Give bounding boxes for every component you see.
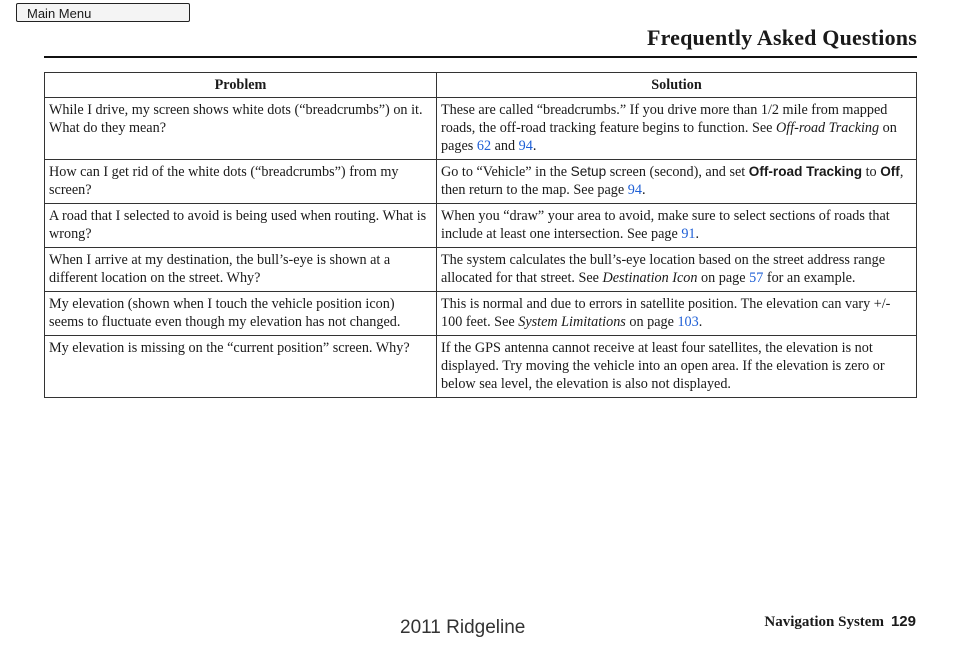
solution-text: on page <box>697 270 750 286</box>
page-link-57[interactable]: 57 <box>749 270 764 286</box>
header-solution: Solution <box>437 73 917 98</box>
problem-cell: A road that I selected to avoid is being used when routing. What is wrong? <box>45 204 437 248</box>
solution-text: on page <box>625 314 678 330</box>
table-row <box>45 98 917 160</box>
solution-text: to <box>862 164 881 180</box>
page-link-91[interactable]: 91 <box>681 226 696 242</box>
offroad-tracking-label: Off-road Tracking <box>748 164 863 179</box>
page-footer <box>764 613 916 631</box>
solution-text: screen (second), and set <box>606 164 749 180</box>
solution-cell <box>437 204 917 248</box>
solution-cell <box>437 98 917 160</box>
problem-cell: While I drive, my screen shows white dots (“breadcrumbs”) on it. What do they mean? <box>45 98 437 160</box>
solution-text: . <box>532 138 537 154</box>
table-row <box>45 160 917 204</box>
off-label: Off <box>880 164 900 179</box>
solution-text: When you “draw” your area to avoid, make sure to select sections of roads that include at least one intersection. See page <box>441 208 890 242</box>
solution-text: . <box>641 182 646 198</box>
solution-cell <box>437 336 917 398</box>
page-number: 129 <box>890 613 916 630</box>
solution-text: This is normal and due to errors in satellite position. The elevation can vary +/- 100 feet. See <box>441 296 891 330</box>
setup-screen-label: Setup <box>570 164 607 179</box>
solution-text: The system calculates the bull’s-eye location based on the street address range allocated for that street. See <box>441 252 885 286</box>
table-row <box>45 292 917 336</box>
table-row <box>45 248 917 292</box>
problem-cell: How can I get rid of the white dots (“breadcrumbs”) from my screen? <box>45 160 437 204</box>
title-rule <box>44 56 917 58</box>
solution-text: and <box>491 138 519 154</box>
problem-cell: When I arrive at my destination, the bull’s-eye is shown at a different location on the street. Why? <box>45 248 437 292</box>
page-link-94[interactable]: 94 <box>518 138 533 154</box>
solution-text: , then return to the map. See page <box>441 164 904 198</box>
xref-title: Off-road Tracking <box>776 120 880 136</box>
table-header-row <box>45 73 917 98</box>
problem-cell: My elevation (shown when I touch the vehicle position icon) seems to fluctuate even though my elevation has not changed. <box>45 292 437 336</box>
footer-section-label: Navigation System <box>764 614 884 630</box>
solution-text: . <box>695 226 700 242</box>
header-problem: Problem <box>45 73 437 98</box>
page-link-62[interactable]: 62 <box>476 138 492 154</box>
page-link-94[interactable]: 94 <box>627 182 642 198</box>
solution-cell <box>437 160 917 204</box>
table-row <box>45 204 917 248</box>
solution-text: for an example. <box>763 270 856 286</box>
watermark-text: 2011 Ridgeline <box>400 617 526 638</box>
table-row <box>45 336 917 398</box>
solution-cell <box>437 292 917 336</box>
xref-title: Destination Icon <box>602 270 698 286</box>
problem-cell: My elevation is missing on the “current position” screen. Why? <box>45 336 437 398</box>
page-link-103[interactable]: 103 <box>677 314 699 330</box>
solution-text: on pages <box>441 120 897 154</box>
main-menu-button[interactable]: Main Menu <box>16 3 190 22</box>
page-title: Frequently Asked Questions <box>646 25 917 50</box>
solution-text: If the GPS antenna cannot receive at least four satellites, the elevation is not displayed. Try moving the vehicle into an open area. If the elevation is zero or below sea level, the elevation is also not displayed. <box>441 340 885 392</box>
solution-text: . <box>698 314 703 330</box>
solution-text: Go to “Vehicle” in the <box>441 164 571 180</box>
xref-title: System Limitations <box>518 314 626 330</box>
solution-text: These are called “breadcrumbs.” If you drive more than 1/2 mile from mapped roads, the off-road tracking feature begins to function. See <box>441 102 888 136</box>
solution-cell <box>437 248 917 292</box>
faq-table <box>44 72 917 398</box>
